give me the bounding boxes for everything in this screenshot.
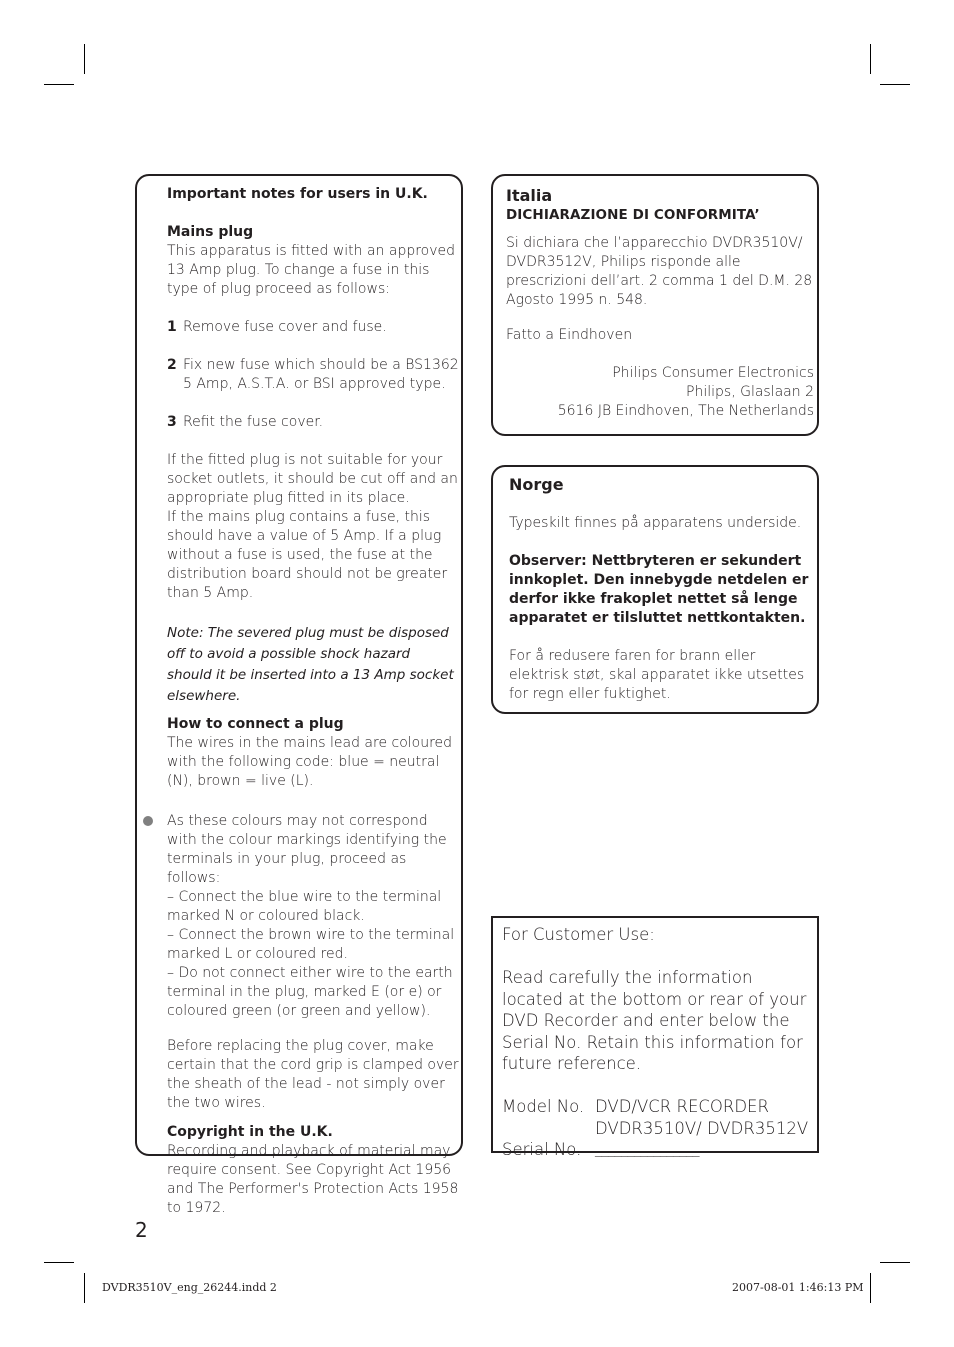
dash-item-brown: – Connect the brown wire to the terminal marked L or coloured red.: [167, 927, 455, 962]
serial-row: [502, 1139, 814, 1161]
dash-item-earth: – Do not connect either wire to the earth terminal in the plug, marked E (or e) or coloured green (or green and yellow).: [167, 965, 453, 1019]
customer-title: For Customer Use:: [502, 925, 655, 944]
italia-address-line: 5616 JB Eindhoven, The Netherlands: [557, 403, 814, 419]
plug-unsuitable-text: If the fitted plug is not suitable for your socket outlets, it should be cut off and an appropriate plug fitted in its place.: [167, 452, 458, 506]
italia-box: [491, 174, 819, 436]
crop-mark: [870, 44, 871, 74]
crop-mark: [44, 1262, 74, 1263]
connect-plug-text: The wires in the mains lead are coloured with the following code: blue = neutral (N), brown = live (L).: [167, 735, 453, 789]
model-row: [502, 1096, 814, 1139]
plug-fuse-text: If the mains plug contains a fuse, this should have a value of 5 Amp. If a plug without a fuse is used, the fuse at the distribution board should not be greater than 5 Amp.: [167, 509, 448, 601]
italia-place: Fatto a Eindhoven: [506, 327, 633, 343]
crop-mark: [44, 84, 74, 85]
italia-title: Italia: [506, 186, 553, 205]
step-1: 1 Remove fuse cover and fuse.: [167, 319, 387, 335]
plug-cover-text: Before replacing the plug cover, make certain that the cord grip is clamped over the sheath of the lead - not simply over the two wires.: [167, 1038, 459, 1111]
severed-plug-note: Note: The severed plug must be disposed off to avoid a possible shock hazard should it be inserted into a 13 Amp socket elsewhere.: [167, 625, 454, 704]
crop-mark: [870, 1273, 871, 1303]
italia-text: Si dichiara che l’apparecchio DVDR3510V/ DVDR3512V, Philips risponde alle prescrizioni dell’art. 2 comma 1 del D.M. 28 Agosto 1995 n. 548.: [506, 235, 813, 308]
serial-line: ________________: [595, 1141, 699, 1157]
connect-plug-title: How to connect a plug: [167, 716, 344, 732]
bullet-text: As these colours may not correspond with the colour markings identifying the terminals in your plug, proceed as follows:: [167, 813, 447, 886]
colour-bullet-item: [167, 812, 459, 888]
customer-text: Read carefully the information located at the bottom or rear of your DVD Recorder and enter below the Serial No. Retain this information for future reference.: [502, 968, 807, 1073]
step-2-continued: 5 Amp, A.S.T.A. or BSI approved type.: [183, 376, 446, 392]
uk-heading: Important notes for users in U.K.: [167, 186, 428, 202]
crop-mark: [880, 84, 910, 85]
italia-address-line: Philips, Glaslaan 2: [686, 384, 814, 400]
copyright-text: Recording and playback of material may require consent. See Copyright Act 1956 and The Performer's Protection Acts 1958 to 1972.: [167, 1143, 459, 1216]
mains-plug-title: Mains plug: [167, 224, 254, 240]
crop-mark: [84, 44, 85, 74]
italia-address-line: Philips Consumer Electronics: [612, 365, 814, 381]
crop-mark: [880, 1262, 910, 1263]
dash-item-blue: – Connect the blue wire to the terminal marked N or coloured black.: [167, 889, 442, 924]
model-label: Model No.: [502, 1097, 585, 1116]
crop-mark: [84, 1273, 85, 1303]
norge-text-2: For å redusere faren for brann eller elektrisk støt, skal apparatet ikke utsettes for regn eller fuktighet.: [509, 648, 805, 702]
norge-text-1: Typeskilt finnes på apparatens underside.: [509, 515, 802, 531]
page-number: 2: [135, 1218, 148, 1242]
uk-notes-box: [135, 174, 463, 1216]
bullet-icon: [143, 816, 153, 826]
norge-warning: Observer: Nettbryteren er sekundert innkoplet. Den innebygde netdelen er derfor ikke frakoplet nettet så lenge apparatet er tilsluttet nettkontakten.: [509, 553, 809, 626]
step-2: 2 Fix new fuse which should be a BS1362: [167, 357, 459, 373]
mains-plug-text: This apparatus is fitted with an approved 13 Amp plug. To change a fuse in this type of plug proceed as follows:: [167, 243, 456, 297]
footer-filename: DVDR3510V_eng_26244.indd 2: [102, 1281, 277, 1294]
italia-subtitle: DICHIARAZIONE DI CONFORMITA’: [506, 207, 760, 223]
serial-label: Serial No.: [502, 1140, 582, 1159]
step-3: 3 Refit the fuse cover.: [167, 414, 324, 430]
copyright-title: Copyright in the U.K.: [167, 1124, 333, 1140]
norge-box: [491, 465, 819, 714]
model-value: DVD/VCR RECORDER DVDR3510V/ DVDR3512V: [595, 1097, 809, 1138]
footer-timestamp: 2007-08-01 1:46:13 PM: [732, 1281, 864, 1294]
customer-use-box: [491, 916, 819, 1159]
norge-title: Norge: [509, 475, 564, 494]
